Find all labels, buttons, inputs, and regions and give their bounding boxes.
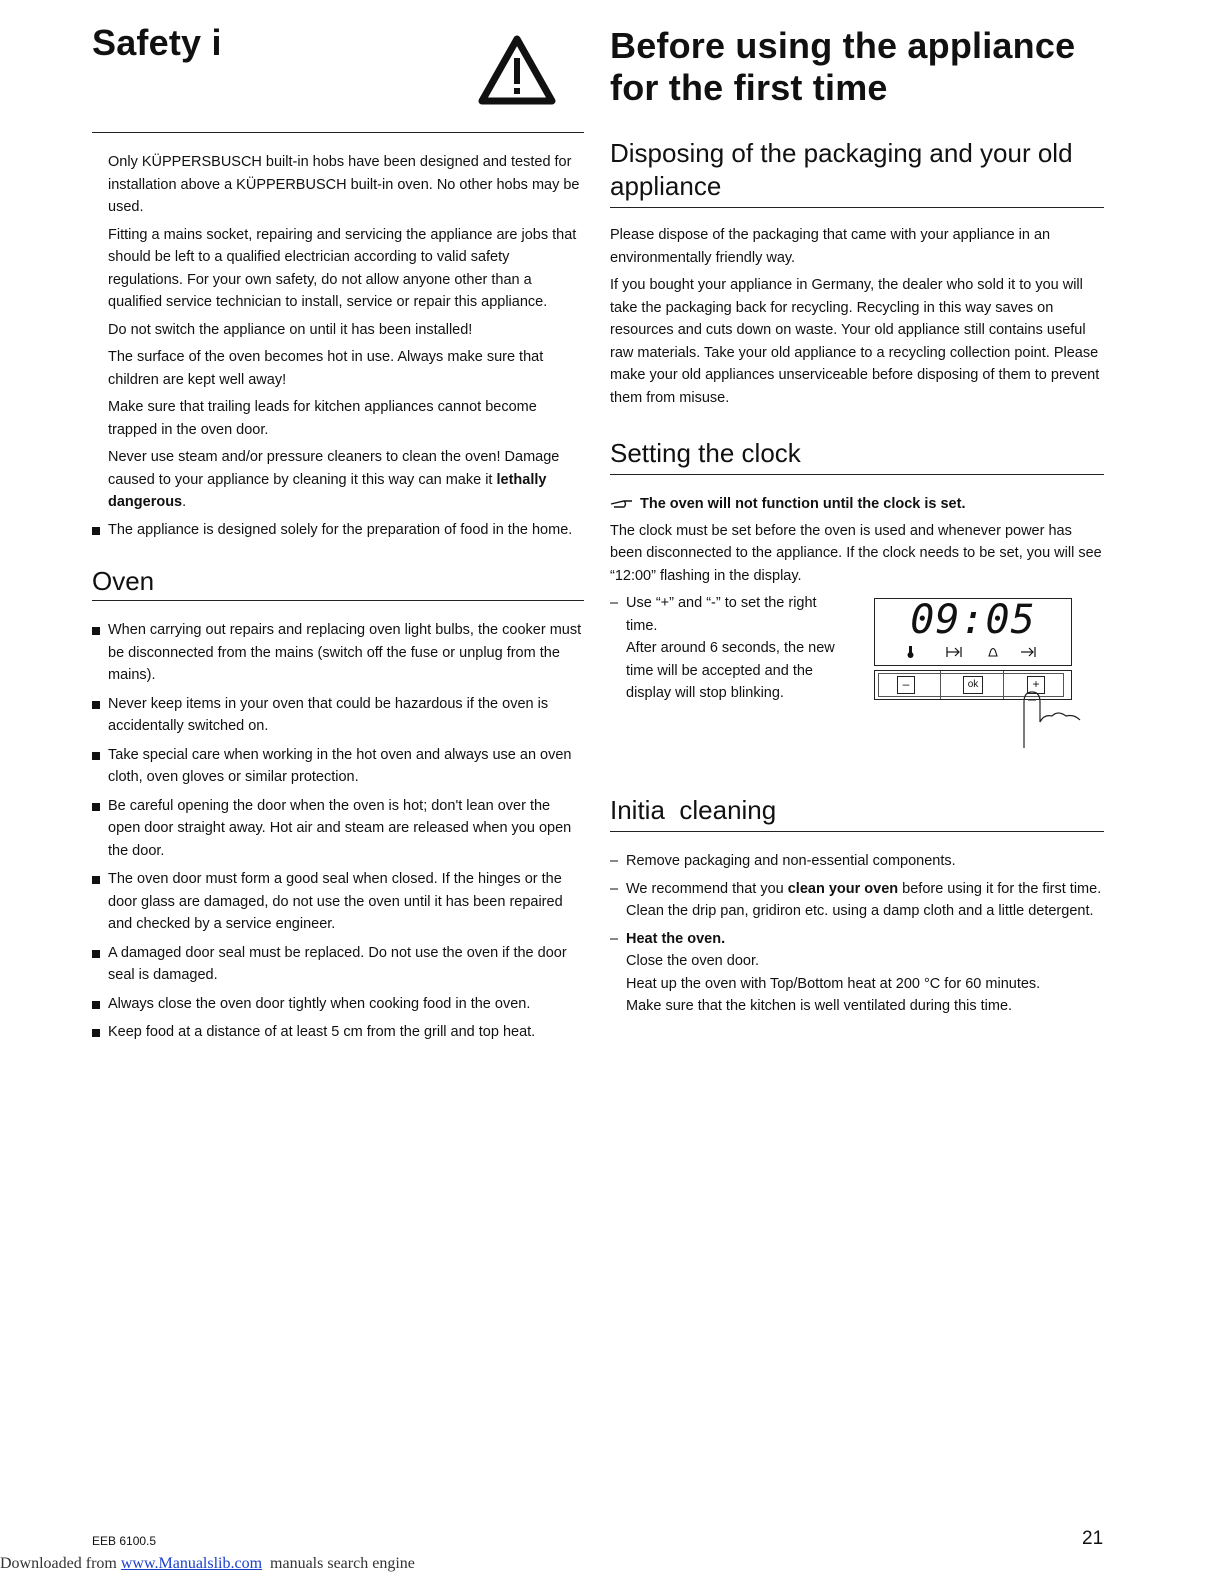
safety-paragraph: The surface of the oven becomes hot in use. Always make sure that children are kept well away! [108, 349, 544, 388]
oven-heading: Oven [92, 566, 155, 596]
cleaning-item: – We recommend that you clean your oven before using it for the first time. Clean the drip pan, gridiron etc. using a damp cloth and a little detergent. [610, 880, 1102, 919]
first-use-title: Before using the appliance for the first time [610, 25, 1076, 108]
clock-heading: Setting the clock [610, 438, 801, 468]
bullet-square-icon [92, 1001, 100, 1009]
finger-press-icon [1018, 684, 1084, 748]
minus-button[interactable]: – [897, 676, 915, 694]
oven-bullet: The oven door must form a good seal when closed. If the hinges or the door glass are damaged, do not use the oven until it has been repaired and checked by a service engineer. [92, 868, 584, 936]
oven-rule [92, 600, 584, 601]
disposal-rule [610, 207, 1104, 208]
bullet-square-icon [92, 876, 100, 884]
safety-title: Safety i [92, 22, 222, 63]
display-time: 09:05 [910, 597, 1036, 643]
right-column [610, 22, 1104, 1023]
ok-button[interactable]: ok [963, 676, 983, 694]
safety-paragraphs [92, 151, 584, 541]
safety-rule [92, 132, 584, 133]
disposal-heading: Disposing of the packaging and your old appliance [610, 138, 1073, 201]
oven-bullet: Never keep items in your oven that could be hazardous if the oven is accidentally switched on. [92, 693, 584, 738]
oven-bullet: Keep food at a distance of at least 5 cm from the grill and top heat. [92, 1021, 584, 1044]
bullet-square-icon [92, 752, 100, 760]
pointing-hand-icon [610, 498, 634, 510]
safety-paragraph: Fitting a mains socket, repairing and servicing the appliance are jobs that should be left to a qualified electrician according to valid safety regulations. For your own safety, do not allow anyone other than a qualified service technician to install, service or repair this appliance. [108, 226, 577, 310]
warning-triangle-icon [478, 34, 556, 106]
clock-step: – Use “+” and “-” to set the right time. After around 6 seconds, the new time will be accepted and the display will stop blinking. [610, 595, 835, 701]
safety-title-row [92, 22, 584, 132]
bell-icon [989, 649, 997, 657]
bullet-square-icon [92, 627, 100, 635]
cleaning-heading: Initia cleaning [610, 795, 777, 825]
oven-bullet: Always close the oven door tightly when cooking food in the oven. [92, 993, 584, 1016]
bullet-square-icon [92, 701, 100, 709]
manualslib-link[interactable]: www.Manualslib.com [120, 1555, 263, 1572]
safety-paragraph: Do not switch the appliance on until it has been installed! [108, 321, 473, 338]
bullet-square-icon [92, 1029, 100, 1037]
page-number: 21 [1082, 1528, 1104, 1549]
oven-bullet: When carrying out repairs and replacing oven light bulbs, the cooker must be disconnected from the mains (switch off the fuse or unplug from the mains). [92, 619, 584, 687]
steam-warning-paragraph: Never use steam and/or pressure cleaners to clean the oven! Damage caused to your appliance by cleaning it this way can make it lethally dangerous. [108, 449, 560, 510]
download-banner: Downloaded from www.Manualslib.com manuals search engine [0, 1555, 415, 1572]
disposal-paragraph: If you bought your appliance in Germany, the dealer who sold it to you will take the packaging back for recycling. Recycling in this way saves on resources and cuts down on waste. Your old appliance still contains useful raw materials. Take your old appliance to a recycling collection point. Please make your old appliances unserviceable before disposing of them to prevent them from misuse. [610, 277, 1100, 406]
safety-paragraph: Make sure that trailing leads for kitchen appliances cannot become trapped in the oven door. [108, 399, 537, 438]
safety-paragraph: Only KÜPPERSBUSCH built-in hobs have been designed and tested for installation above a KÜPPERBUSCH built-in oven. No other hobs may be used. [108, 154, 580, 215]
clock-note: The oven will not function until the clock is set. [610, 493, 1104, 516]
clock-step-block [610, 592, 1104, 762]
thermometer-icon [908, 646, 914, 658]
disposal-paragraphs [610, 224, 1104, 409]
left-column [92, 22, 584, 1050]
cleaning-rule [610, 831, 1104, 832]
oven-bullet: A damaged door seal must be replaced. Do not use the oven if the door seal is damaged. [92, 942, 584, 987]
cleaning-item: – Remove packaging and non-essential components. [610, 853, 956, 869]
lcd-display [874, 598, 1072, 666]
cleaning-list [610, 850, 1104, 1018]
oven-bullet-list [92, 619, 584, 1044]
oven-bullet: Take special care when working in the hot oven and always use an oven cloth, oven gloves or similar protection. [92, 744, 584, 789]
end-time-icon [1021, 647, 1035, 657]
clock-paragraph: The clock must be set before the oven is used and whenever power has been disconnected to the appliance. If the clock needs to be set, you will see “12:00” flashing in the display. [610, 522, 1102, 584]
duration-icon [947, 647, 961, 657]
disposal-paragraph: Please dispose of the packaging that came with your appliance in an environmentally friendly way. [610, 227, 1051, 266]
designed-bullet: The appliance is designed solely for the preparation of food in the home. [92, 519, 584, 542]
plus-button[interactable]: + [1027, 676, 1045, 694]
clock-display-diagram [874, 598, 1072, 748]
model-code: EEB 6100.5 [92, 1534, 157, 1548]
lethally-dangerous-emphasis: lethally dangerous [108, 471, 547, 510]
cleaning-item: – Heat the oven. Close the oven door. Heat up the oven with Top/Bottom heat at 200 °C for 60 minutes. Make sure that the kitchen is well ventilated during this time. [610, 930, 1041, 1014]
bullet-square-icon [92, 950, 100, 958]
bullet-square-icon [92, 527, 100, 535]
oven-bullet: Be careful opening the door when the oven is hot; don't lean over the open door straight away. Hot air and steam are released when you open the door. [92, 795, 584, 863]
bullet-square-icon [92, 803, 100, 811]
clock-rule [610, 474, 1104, 475]
